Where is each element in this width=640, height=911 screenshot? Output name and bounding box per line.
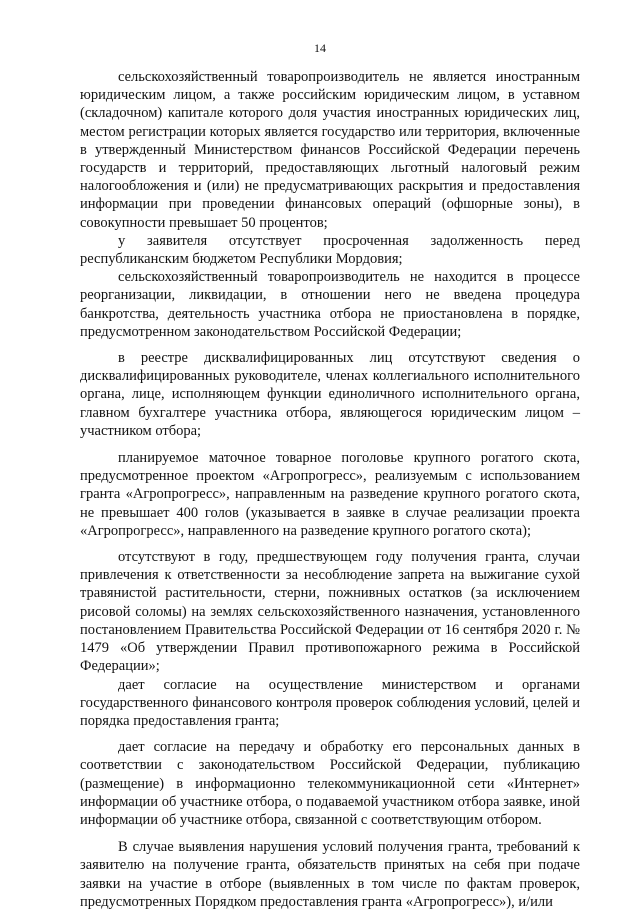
paragraph-violation-case: В случае выявления нарушения условий получения гранта, требований к заявителю на получение гранта, обязательств принятых на себя при подаче заявки на участие в отборе (выявленных в том числе по фактам проверок, предусмотренных Порядком предоставления гранта «Агропрогресс»), и/или [80,839,580,910]
paragraph-disqualified-registry: в реестре дисквалифицированных лиц отсутствуют сведения о дисквалифицированных руководителе, членах коллегиального исполнительного органа, лице, исполняющем функции единоличного исполнительного органа, главном бухгалтере участника отбора, являющегося юридическим лицом – участником отбора; [80,350,580,439]
paragraph-cattle-livestock: планируемое маточное товарное поголовье крупного рогатого скота, предусмотренное проектом «Агропрогресс», реализуемым с использованием гранта «Агропрогресс», направленным на разведение крупного рогатого скота, не превышает 400 голов (указывается в заявке в случае реализации проекта «Агропрогресс», направленного на разведение крупного рогатого скота); [80,450,580,539]
paragraph-no-debt: у заявителя отсутствует просроченная задолженность перед республиканским бюджетом Республики Мордовия; [80,232,580,268]
paragraph-burning-ban: отсутствуют в году, предшествующем году получения гранта, случаи привлечения к ответственности за несоблюдение запрета на выжигание сухой травянистой растительности, стерни, пожнивных остатков (за исключением рисовой соломы) на землях сельскохозяйственного назначения, установленного постановлением Правительства Российской Федерации от 16 сентября 2020 г. № 1479 «Об утверждении Правил противопожарного режима в Российской Федерации»; [80,549,580,675]
paragraph-control-consent: дает согласие на осуществление министерством и органами государственного финансового контроля проверок соблюдения условий, целей и порядка предоставления гранта; [80,676,580,729]
paragraph-no-reorganization: сельскохозяйственный товаропроизводитель не находится в процессе реорганизации, ликвидации, в отношении него не введена процедура банкротства, деятельность участника отбора не приостановлена в порядке, предусмотренном законодательством Российской Федерации; [80,269,580,340]
document-body [80,68,580,911]
paragraph-personal-data-consent: дает согласие на передачу и обработку его персональных данных в соответствии с законодательством Российской Федерации, публикацию (размещение) в информационно телекоммуникационной сети «Интернет» информации об участнике отбора, о подаваемой участником отбора заявке, иной информации об участнике отбора, связанной с соответствующим отбором. [80,739,580,828]
page-number: 14 [314,41,326,55]
paragraph-foreign-entity: сельскохозяйственный товаропроизводитель не является иностранным юридическим лицом, а также российским юридическим лицом, в уставном (складочном) капитале которого доля участия иностранных юридических лиц, местом регистрации которых является государство или территория, включенные в утвержденный Министерством финансов Российской Федерации перечень государств и территорий, предоставляющих льготный налоговый режим налогообложения и (или) не предусматривающих раскрытия и предоставления информации при проведении финансовых операций (офшорные зоны), в совокупности превышает 50 процентов; [80,69,580,231]
